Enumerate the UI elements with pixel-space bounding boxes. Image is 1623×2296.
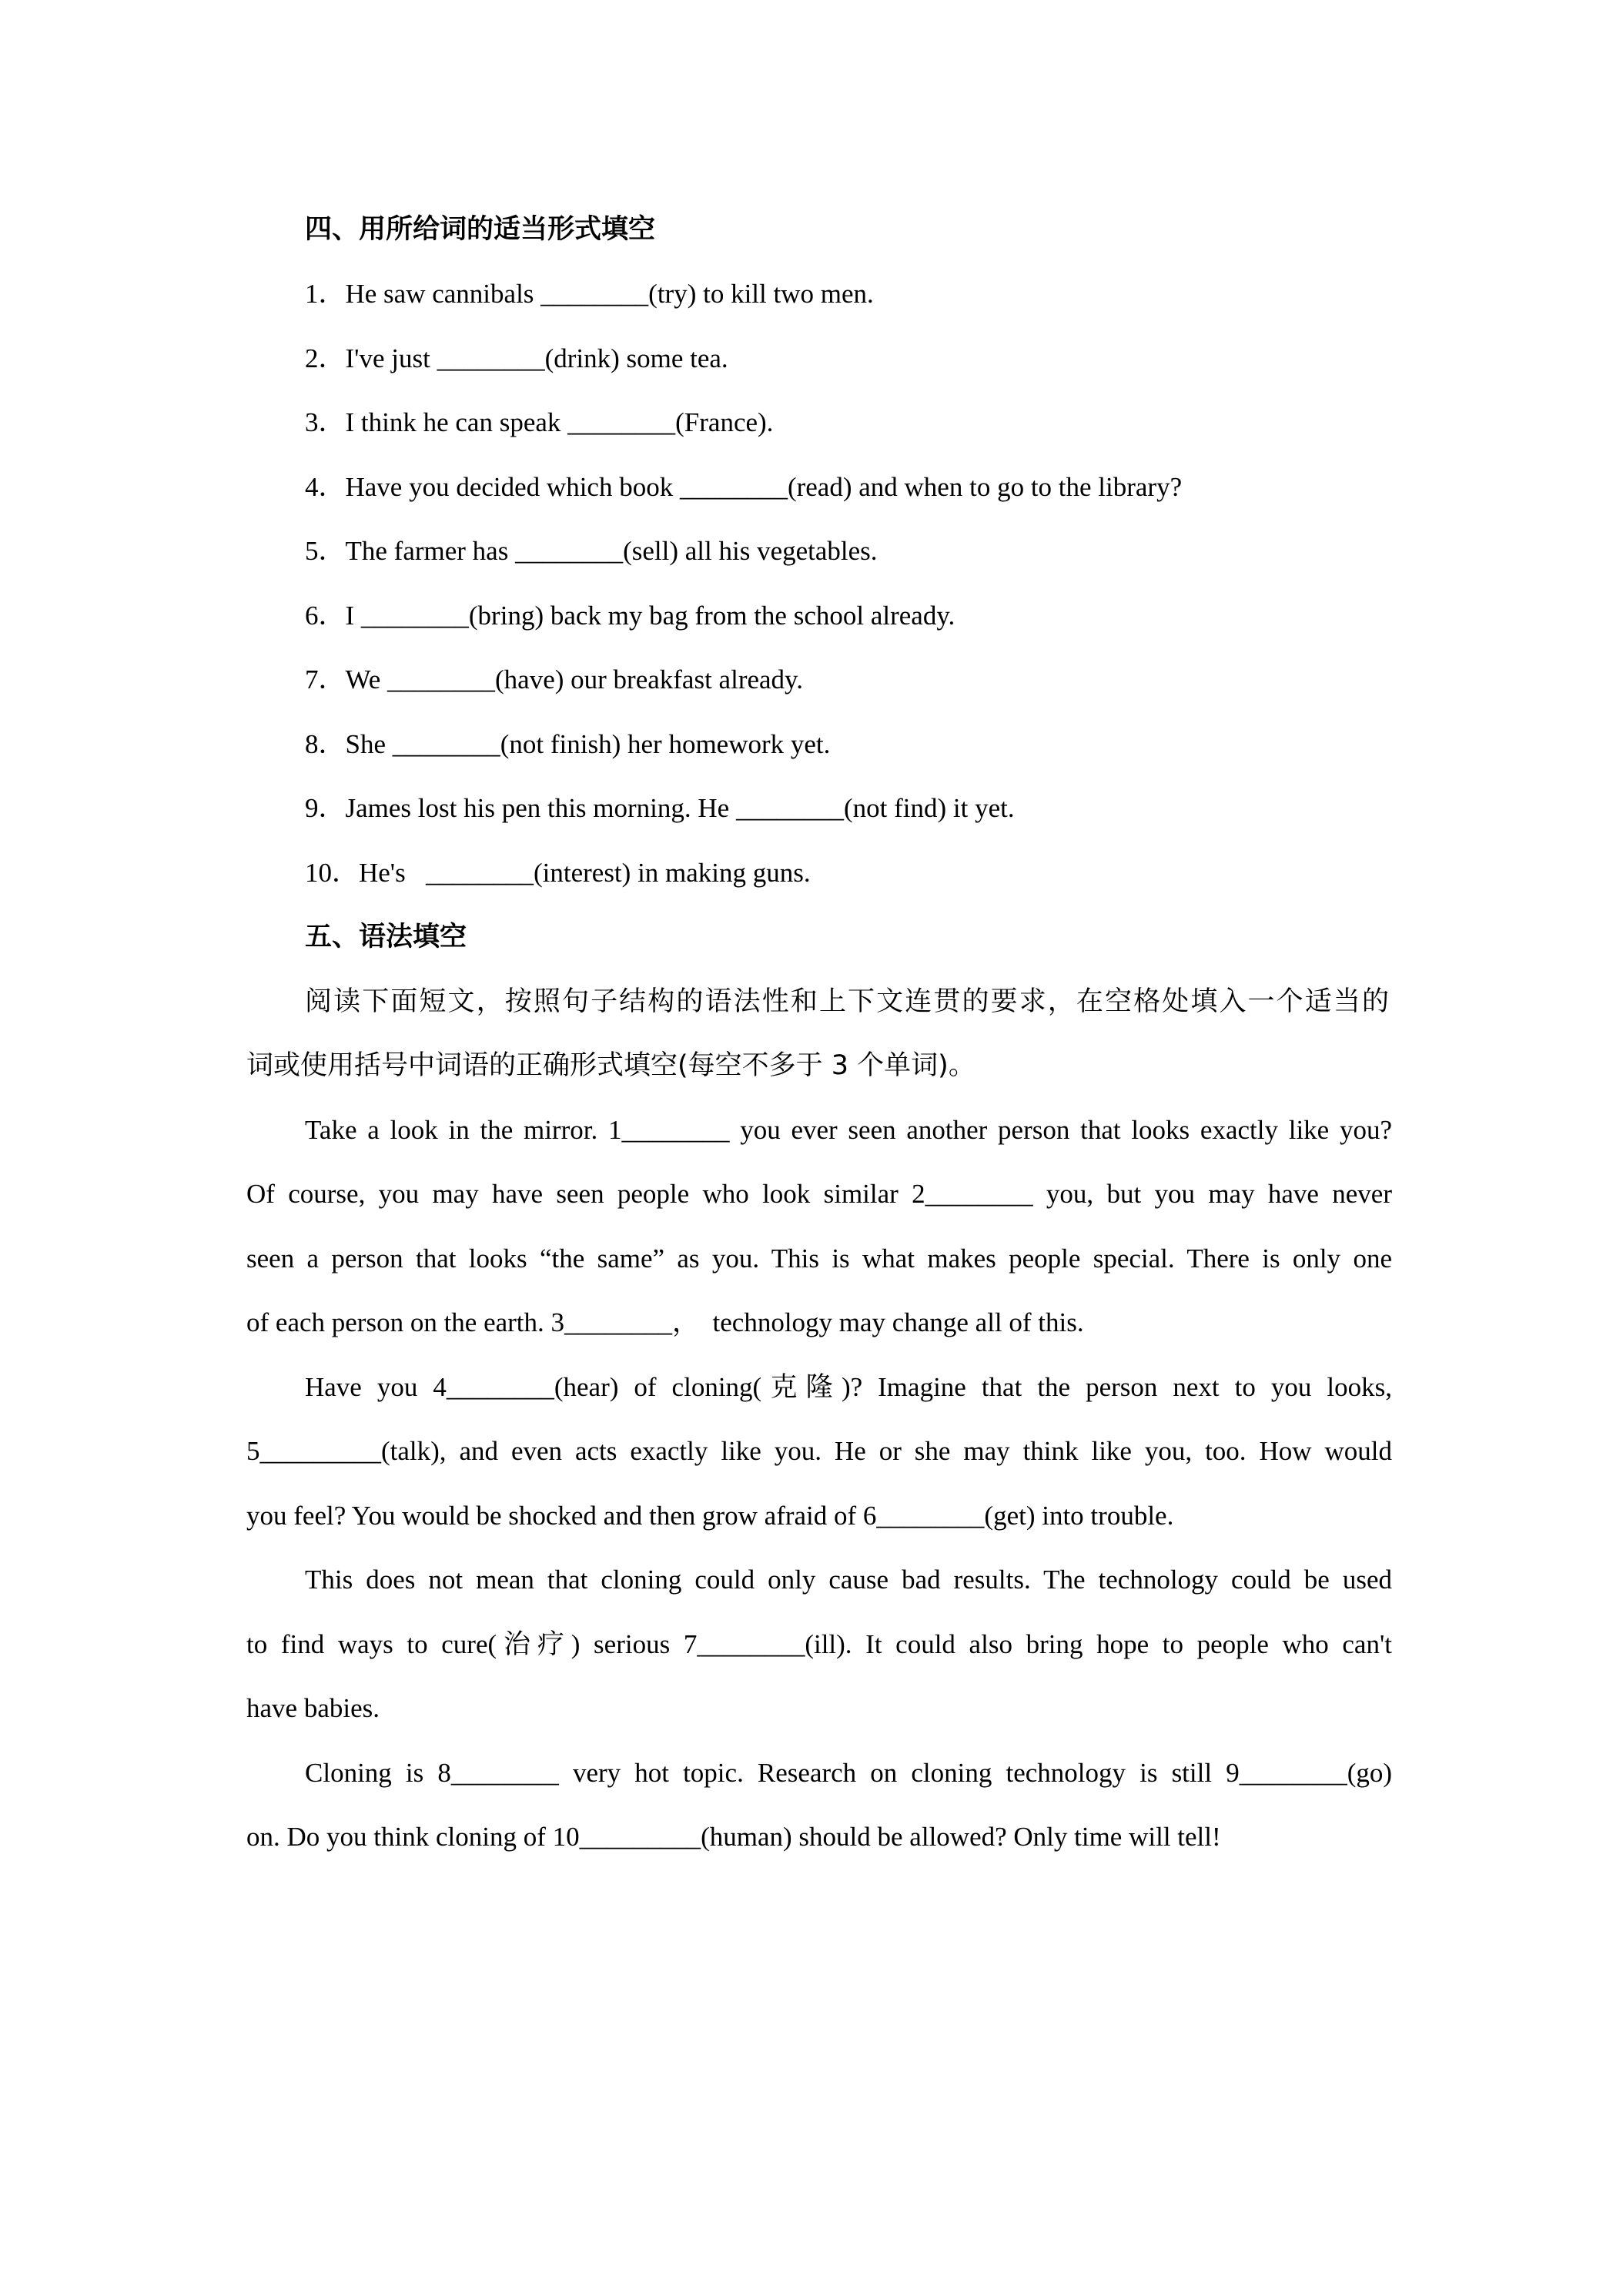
section4-item-5: 5．The farmer has ________(sell) all his vegetables. (305, 536, 878, 566)
passage-line-10: have babies. (246, 1693, 380, 1723)
section4-item-2: 2．I've just ________(drink) some tea. (305, 343, 728, 373)
passage-line-1: Take a look in the mirror. 1________ you ever seen another person that looks exactly like you? (305, 1115, 1392, 1145)
passage-line-2: Of course, you may have seen people who look similar 2________ you, but you may have never (246, 1179, 1392, 1209)
section4-item-10: 10．He's ________(interest) in making guns. (305, 858, 811, 888)
passage-line-6: 5_________(talk), and even acts exactly like you. He or she may think like you, too. How would (246, 1436, 1392, 1466)
section4-item-6: 6．I ________(bring) back my bag from the school already. (305, 601, 955, 631)
section4-item-8: 8．She ________(not finish) her homework yet. (305, 729, 831, 759)
section4-item-1: 1．He saw cannibals ________(try) to kill two men. (305, 279, 874, 309)
section4-item-4: 4．Have you decided which book ________(read) and when to go to the library? (305, 472, 1183, 502)
section5-heading: 五、语法填空 (305, 922, 467, 952)
passage-line-9: to find ways to cure(治疗) serious 7________(ill). It could also bring hope to people who can't (246, 1629, 1392, 1659)
section4-item-3: 3．I think he can speak ________(France). (305, 407, 774, 437)
passage-line-12: on. Do you think cloning of 10_________(human) should be allowed? Only time will tell! (246, 1822, 1221, 1852)
instruction-line-2: 词或使用括号中词语的正确形式填空(每空不多于 3 个单词)。 (246, 1050, 975, 1081)
passage-line-11: Cloning is 8________ very hot topic. Research on cloning technology is still 9________(go) (305, 1758, 1392, 1788)
section4-item-9: 9．James lost his pen this morning. He ________(not find) it yet. (305, 793, 1015, 823)
passage-line-8: This does not mean that cloning could only cause bad results. The technology could be used (305, 1565, 1392, 1595)
instruction-line-1: 阅读下面短文，按照句子结构的语法性和上下文连贯的要求，在空格处填入一个适当的 (305, 986, 1389, 1017)
passage-line-3: seen a person that looks “the same” as you. This is what makes people special. There is only one (246, 1243, 1392, 1274)
section4-item-7: 7．We ________(have) our breakfast already. (305, 664, 804, 694)
passage-line-7: you feel? You would be shocked and then grow afraid of 6________(get) into trouble. (246, 1501, 1174, 1531)
passage-line-4: of each person on the earth. 3________， technology may change all of this. (246, 1307, 1084, 1337)
passage-line-5: Have you 4________(hear) of cloning(克隆)? Imagine that the person next to you looks, (305, 1372, 1392, 1402)
section4-heading: 四、用所给词的适当形式填空 (305, 214, 656, 245)
